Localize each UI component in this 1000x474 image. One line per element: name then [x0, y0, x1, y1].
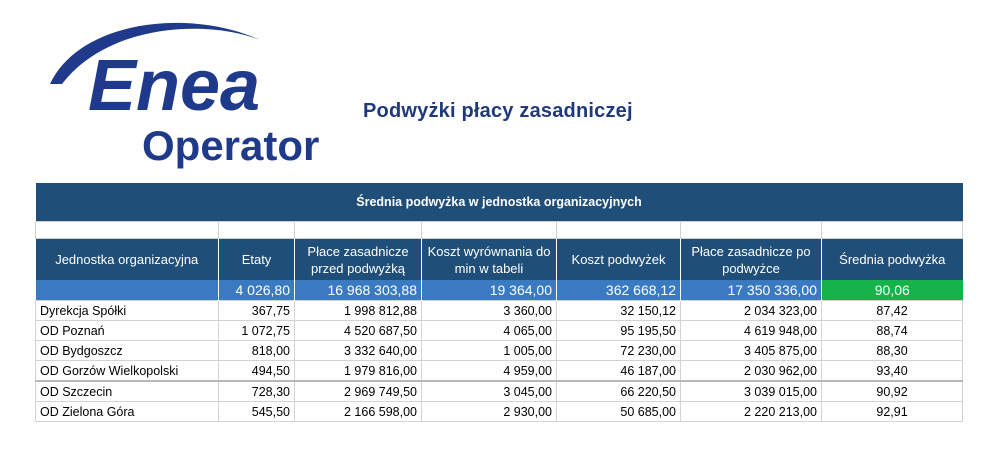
header-salary-after: Płace zasadnicze po podwyżce	[681, 239, 822, 281]
cell-raise-cost: 72 230,00	[557, 341, 681, 361]
page-title: Podwyżki płacy zasadniczej	[363, 100, 633, 122]
header-raise-cost: Koszt podwyżek	[557, 239, 681, 281]
cell-salary-after: 3 405 875,00	[681, 341, 822, 361]
cell-unit: OD Gorzów Wielkopolski	[36, 361, 219, 382]
cell-equalization-cost: 4 065,00	[422, 321, 557, 341]
header-unit: Jednostka organizacyjna	[36, 239, 219, 281]
header-salary-before: Płace zasadnicze przed podwyżką	[295, 239, 422, 281]
cell-raise-cost: 95 195,50	[557, 321, 681, 341]
total-salary-before: 16 968 303,88	[295, 280, 422, 301]
table-row	[36, 361, 963, 382]
cell-salary-after: 2 034 323,00	[681, 301, 822, 321]
total-raise-cost: 362 668,12	[557, 280, 681, 301]
cell-raise-cost: 32 150,12	[557, 301, 681, 321]
cell-average-raise: 90,92	[822, 381, 963, 402]
cell-unit: OD Poznań	[36, 321, 219, 341]
cell-etaty: 818,00	[219, 341, 295, 361]
table-row	[36, 301, 963, 321]
salary-raise-table	[35, 183, 963, 422]
header-etaty: Etaty	[219, 239, 295, 281]
cell-average-raise: 93,40	[822, 361, 963, 382]
cell-equalization-cost: 3 360,00	[422, 301, 557, 321]
table-row	[36, 321, 963, 341]
cell-etaty: 728,30	[219, 381, 295, 402]
table-row	[36, 381, 963, 402]
cell-average-raise: 87,42	[822, 301, 963, 321]
cell-etaty: 545,50	[219, 402, 295, 422]
cell-average-raise: 88,30	[822, 341, 963, 361]
cell-salary-after: 2 030 962,00	[681, 361, 822, 382]
total-average-raise: 90,06	[822, 280, 963, 301]
cell-raise-cost: 66 220,50	[557, 381, 681, 402]
total-salary-after: 17 350 336,00	[681, 280, 822, 301]
cell-raise-cost: 46 187,00	[557, 361, 681, 382]
cell-equalization-cost: 4 959,00	[422, 361, 557, 382]
total-equalization-cost: 19 364,00	[422, 280, 557, 301]
cell-unit: OD Szczecin	[36, 381, 219, 402]
cell-etaty: 367,75	[219, 301, 295, 321]
cell-average-raise: 88,74	[822, 321, 963, 341]
cell-salary-before: 1 979 816,00	[295, 361, 422, 382]
cell-salary-before: 2 166 598,00	[295, 402, 422, 422]
cell-salary-before: 2 969 749,50	[295, 381, 422, 402]
table-title-row	[36, 183, 963, 222]
header-equalization-cost: Koszt wyrównania do min w tabeli	[422, 239, 557, 281]
table-title: Średnia podwyżka w jednostka organizacyjnych	[36, 183, 963, 222]
header-average-raise: Średnia podwyżka	[822, 239, 963, 281]
cell-salary-after: 2 220 213,00	[681, 402, 822, 422]
cell-salary-before: 1 998 812,88	[295, 301, 422, 321]
cell-raise-cost: 50 685,00	[557, 402, 681, 422]
logo-text-operator: Operator	[142, 122, 320, 169]
table-row	[36, 402, 963, 422]
logo-text-enea: Enea	[88, 46, 261, 126]
spacer-row	[36, 222, 963, 239]
cell-average-raise: 92,91	[822, 402, 963, 422]
cell-equalization-cost: 3 045,00	[422, 381, 557, 402]
header-row	[36, 239, 963, 281]
cell-etaty: 494,50	[219, 361, 295, 382]
total-etaty: 4 026,80	[219, 280, 295, 301]
cell-salary-after: 4 619 948,00	[681, 321, 822, 341]
total-row	[36, 280, 963, 301]
table-row	[36, 341, 963, 361]
cell-equalization-cost: 1 005,00	[422, 341, 557, 361]
total-label	[36, 280, 219, 301]
cell-unit: Dyrekcja Spółki	[36, 301, 219, 321]
cell-salary-before: 3 332 640,00	[295, 341, 422, 361]
cell-etaty: 1 072,75	[219, 321, 295, 341]
cell-salary-before: 4 520 687,50	[295, 321, 422, 341]
cell-unit: OD Bydgoszcz	[36, 341, 219, 361]
cell-unit: OD Zielona Góra	[36, 402, 219, 422]
cell-equalization-cost: 2 930,00	[422, 402, 557, 422]
cell-salary-after: 3 039 015,00	[681, 381, 822, 402]
enea-operator-logo	[40, 12, 340, 172]
